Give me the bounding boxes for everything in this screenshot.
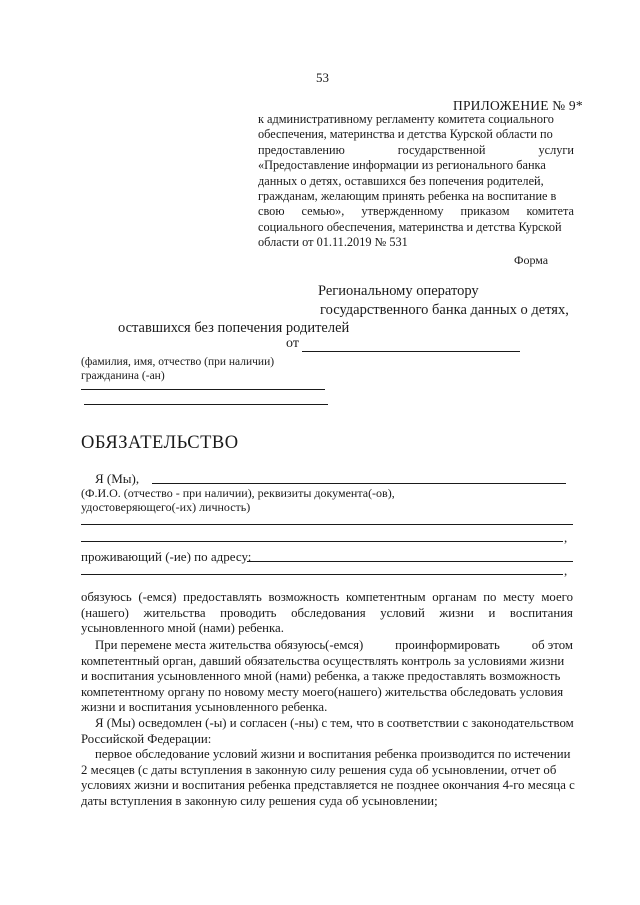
text-line — [258, 127, 574, 142]
text-fragment: семью», — [301, 204, 345, 219]
text-fragment: обязуюсь — [81, 590, 132, 604]
text-line — [258, 174, 574, 189]
text-fragment: гражданам, желающим принять ребенка на воспитание в — [258, 189, 557, 204]
document-heading: ОБЯЗАТЕЛЬСТВО — [81, 433, 239, 453]
document-hint-line-2: удостоверяющего(-их) личность) — [81, 500, 251, 514]
text-fragment: проинформировать — [395, 638, 500, 652]
text-line — [258, 112, 574, 127]
text-fragment: компетентный орган, давший обязательства осуществлять контроль за условиями жизни — [81, 653, 565, 668]
text-line — [81, 763, 573, 779]
text-fragment: данных о детях, оставшихся без попечения родителей, — [258, 173, 544, 188]
text-fragment: жительства — [143, 605, 206, 620]
text-fragment: (нашего) — [81, 605, 129, 620]
form-label: Форма — [514, 253, 549, 267]
text-fragment: обследования — [291, 605, 366, 620]
text-fragment: государственной — [397, 142, 486, 157]
text-fragment: даты вступления в законную силу решения суда об усыновлении; — [81, 793, 438, 808]
text-line — [258, 143, 574, 158]
text-fragment: приказом — [460, 204, 510, 219]
applicant-details-line-2[interactable] — [81, 541, 563, 542]
text-fragment: жизни и воспитания усыновленного ребенка. — [81, 700, 328, 715]
addressee-line-2: государственного банка данных о детях, — [320, 302, 569, 318]
applicant-details-line-1[interactable] — [81, 524, 573, 525]
text-fragment: и воспитания усыновленного мной (нами) ребенка, а также предоставлять возможность — [81, 669, 561, 684]
text-line — [81, 621, 573, 637]
text-fragment: социального обеспечения, материнства и детства Курской — [258, 219, 562, 234]
text-fragment: свою — [258, 204, 285, 219]
text-fragment: При перемене места жительства обязуюсь(-емся) — [95, 638, 364, 652]
appendix-title: ПРИЛОЖЕНИЕ № 9* — [453, 98, 583, 113]
text-line — [81, 716, 573, 732]
text-fragment: об этом — [531, 638, 573, 652]
text-fragment: Российской Федерации: — [81, 731, 212, 746]
addressee-line-1: Региональному оператору — [318, 283, 479, 299]
text-fragment: (-емся) — [138, 590, 177, 604]
text-fragment: комитета — [526, 204, 574, 219]
text-fragment: обеспечения, материнства и детства Курской области по — [258, 127, 553, 142]
text-fragment: 2 месяцев (с даты вступления в законную силу решения суда об усыновлении, отчет об — [81, 762, 557, 777]
text-line — [81, 794, 573, 810]
text-line — [81, 685, 573, 701]
text-fragment: усыновленного мной (нами) ребенка. — [81, 621, 284, 636]
text-fragment: условиях жизни и воспитания ребенка представляется не позднее окончания 4-го месяца с — [81, 778, 575, 793]
fio-hint: (фамилия, имя, отчество (при наличии) — [81, 356, 275, 368]
text-fragment: области от 01.11.2019 № 531 — [258, 235, 408, 250]
ya-label: Я (Мы), — [95, 471, 140, 486]
text-fragment: Я (Мы) осведомлен (-ы) и согласен (-ны) с тем, что в соответствии с законодательством — [95, 716, 574, 730]
text-line — [81, 590, 573, 606]
from-label: от — [286, 336, 299, 351]
page-number: 53 — [316, 70, 329, 85]
text-line — [258, 220, 574, 235]
first-inspection-paragraph — [81, 747, 573, 809]
text-fragment: компетентному органу по новому месту моего(нашего) жительства обследовать условия — [81, 684, 564, 699]
applicant-name-field[interactable] — [152, 483, 566, 484]
text-fragment: и — [488, 605, 496, 620]
from-name-field[interactable] — [302, 351, 520, 352]
acknowledgement-paragraph — [81, 716, 573, 747]
text-fragment: к административному регламенту комитета социального — [258, 112, 554, 126]
address-field-line-2[interactable] — [81, 574, 563, 575]
text-fragment: месту — [503, 590, 535, 604]
relocation-paragraph — [81, 638, 573, 716]
text-fragment: «Предоставление информации из регионального банка — [258, 158, 546, 173]
text-line — [81, 732, 573, 748]
address-field-line-1[interactable] — [247, 561, 573, 562]
text-line — [81, 700, 573, 716]
text-line — [81, 654, 573, 670]
text-fragment: воспитания — [509, 605, 573, 620]
text-fragment: по — [483, 590, 497, 604]
text-fragment: услуги — [538, 142, 574, 157]
text-fragment: проводить — [220, 605, 277, 620]
text-fragment: предоставлению — [258, 142, 345, 157]
text-line — [258, 204, 574, 219]
text-fragment: компетентным — [345, 590, 426, 604]
text-fragment: утвержденному — [361, 204, 444, 219]
text-fragment: предоставлять — [183, 590, 262, 604]
text-line — [81, 778, 573, 794]
comma-2: , — [564, 563, 568, 578]
text-line — [258, 189, 574, 204]
text-fragment: жизни — [439, 605, 474, 620]
living-address-label: проживающий (-ие) по адресу: — [81, 549, 252, 564]
text-line — [81, 747, 573, 763]
text-line — [81, 638, 573, 654]
obligation-paragraph — [81, 590, 573, 637]
citizen-field-line-2[interactable] — [84, 404, 328, 405]
comma-1: , — [564, 530, 568, 545]
text-fragment: возможность — [268, 590, 340, 604]
text-fragment: органам — [432, 590, 477, 604]
text-line — [258, 235, 574, 250]
text-fragment: условий — [380, 605, 425, 620]
text-line — [81, 669, 573, 685]
citizen-field-line-1[interactable] — [81, 389, 325, 390]
text-line — [81, 606, 573, 622]
text-fragment: моего — [541, 590, 573, 604]
document-hint-line-1: (Ф.И.О. (отчество - при наличии), реквизиты документа(-ов), — [81, 486, 395, 500]
text-line — [258, 158, 574, 173]
appendix-text — [258, 112, 574, 251]
addressee-line-3: оставшихся без попечения родителей — [118, 320, 350, 336]
citizen-hint: гражданина (-ан) — [81, 370, 165, 382]
text-fragment: первое обследование условий жизни и воспитания ребенка производится по истечении — [95, 747, 571, 761]
